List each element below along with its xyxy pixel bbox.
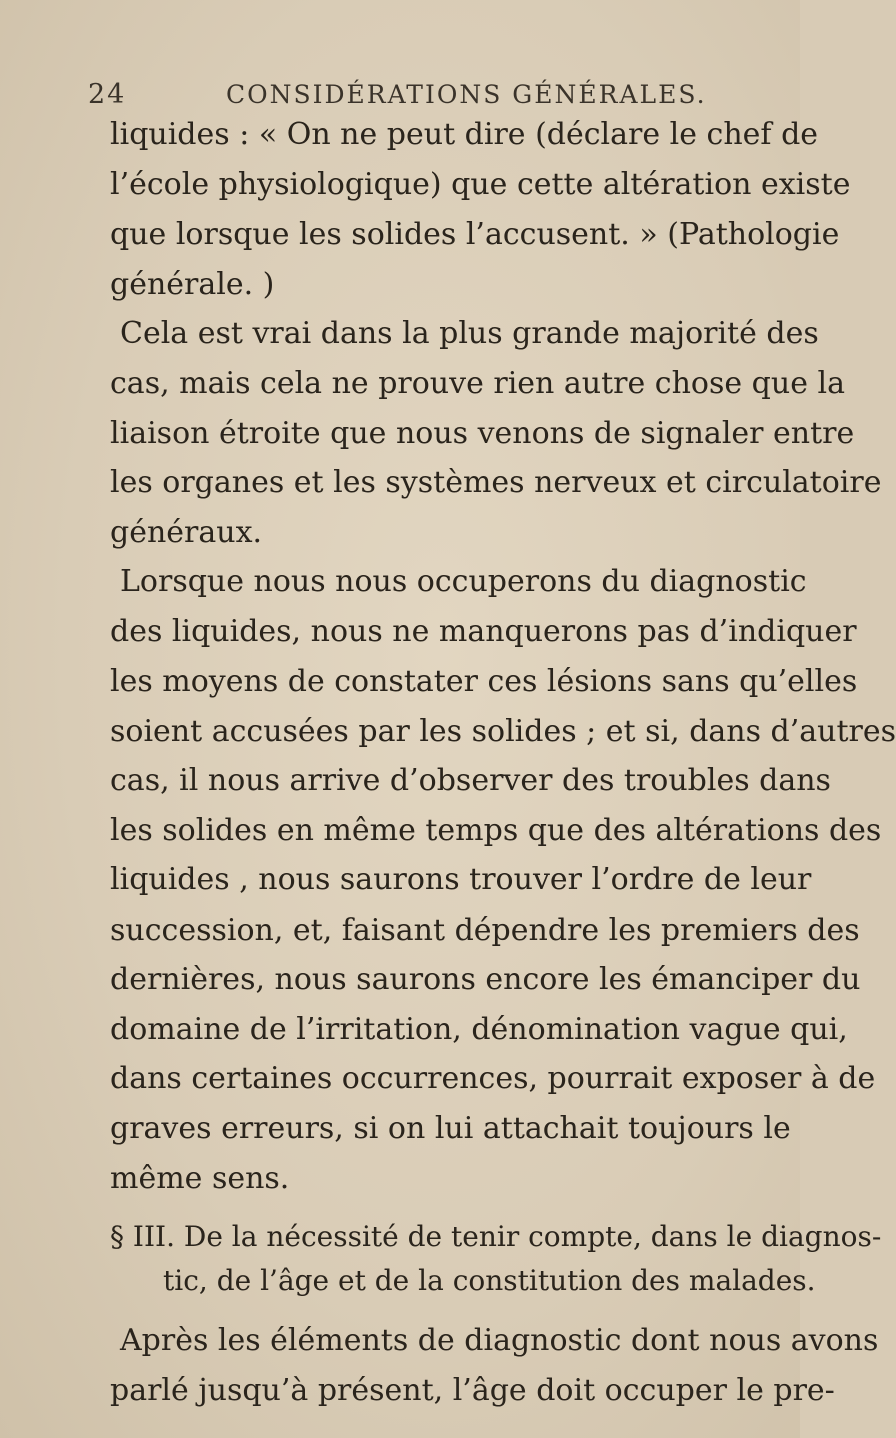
- text-line: les moyens de constater ces lésions sans qu’elles: [110, 664, 858, 700]
- text-line: liquides , nous saurons trouver l’ordre de leur: [110, 862, 812, 898]
- text-line: parlé jusqu’à présent, l’âge doit occuper le pre-: [110, 1372, 835, 1408]
- text-line: Lorsque nous nous occuperons du diagnostic: [120, 564, 807, 600]
- text-line: cas, il nous arrive d’observer des troubles dans: [110, 763, 831, 798]
- text-line: graves erreurs, si on lui attachait toujours le: [110, 1111, 791, 1147]
- text-line: liaison étroite que nous venons de signaler entre: [110, 415, 855, 451]
- page-number: 24: [88, 79, 127, 111]
- text-line: les organes et les systèmes nerveux et circulatoire: [110, 464, 882, 500]
- text-line: l’école physiologique) que cette altération existe: [110, 166, 851, 202]
- text-line: Cela est vrai dans la plus grande majorité des: [120, 316, 819, 352]
- text-line: des liquides, nous ne manquerons pas d’indiquer: [110, 614, 857, 650]
- running-header: [88, 79, 708, 110]
- running-title: CONSIDÉRATIONS GÉNÉRALES.: [226, 80, 707, 110]
- text-line: dernières, nous saurons encore les émanciper du: [110, 961, 861, 997]
- section-heading-line: tic, de l’âge et de la constitution des malades.: [163, 1263, 816, 1297]
- text-line: succession, et, faisant dépendre les premiers des: [110, 912, 860, 948]
- text-line: soient accusées par les solides ; et si, dans d’autres: [110, 713, 896, 749]
- text-line: générale. ): [110, 267, 275, 302]
- text-line: généraux.: [110, 515, 263, 550]
- text-line: même sens.: [110, 1160, 290, 1196]
- text-line: les solides en même temps que des altérations des: [110, 813, 882, 849]
- text-line: cas, mais cela ne prouve rien autre chose que la: [110, 365, 845, 401]
- text-line: liquides : « On ne peut dire (déclare le chef de: [110, 116, 819, 152]
- text-line: que lorsque les solides l’accusent. » (Pathologie: [110, 216, 840, 252]
- text-line: domaine de l’irritation, dénomination vague qui,: [110, 1011, 848, 1047]
- text-line: Après les éléments de diagnostic dont nous avons: [120, 1322, 879, 1358]
- text-line: dans certaines occurrences, pourrait exposer à de: [110, 1061, 876, 1097]
- section-heading-line: § III. De la nécessité de tenir compte, dans le diagnos-: [110, 1220, 882, 1254]
